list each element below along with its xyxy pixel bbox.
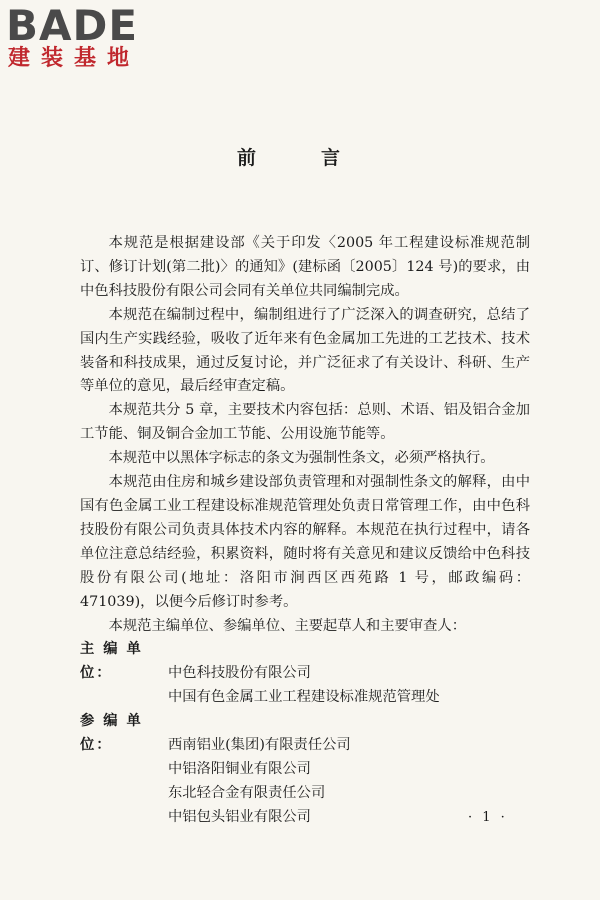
unit-item: 中色科技股份有限公司 <box>168 665 311 682</box>
paragraph-3: 本规范共分 5 章，主要技术内容包括：总则、术语、铝及铝合金加工节能、铜及铜合金加工节能、公用设施节能等。 <box>80 402 530 443</box>
paragraph-6: 本规范主编单位、参编单位、主要起草人和主要审查人： <box>108 617 467 634</box>
chief-editor-units <box>80 638 530 710</box>
unit-item: 中国有色金属工业工程建设标准规范管理处 <box>168 689 440 706</box>
paragraph-2: 本规范在编制过程中，编制组进行了广泛深入的调查研究，总结了国内生产实践经验，吸收了近年来有色金属加工先进的工艺技术、技术装备和科技成果，通过反复讨论，并广泛征求了有关设计、科研、生产等单位的意见，最后经审查定稿。 <box>80 306 530 395</box>
page-number: · 1 · <box>468 810 508 825</box>
bade-logo <box>6 2 140 72</box>
unit-item: 东北轻合金有限责任公司 <box>168 784 326 801</box>
logo-wordmark: BADE <box>6 1 139 50</box>
unit-item: 西南铝业(集团)有限责任公司 <box>168 737 351 754</box>
title-char-left: 前 <box>236 147 259 169</box>
participating-units-label: 参 编 单 位： <box>80 713 143 754</box>
unit-item: 中铝洛阳铜业有限公司 <box>168 760 311 777</box>
paragraph-5: 本规范由住房和城乡建设部负责管理和对强制性条文的解释，由中国有色金属工业工程建设标准规范管理处负责日常管理工作，由中色科技股份有限公司负责具体技术内容的解释。本规范在执行过程中，请各单位注意总结经验，积累资料，随时将有关意见和建议反馈给中色科技股份有限公司(地址：洛阳市涧西区西苑路 1 号，邮政编码：471039)，以便今后修订时参考。 <box>80 474 530 610</box>
title-char-right: 言 <box>321 147 344 169</box>
chief-units-label: 主 编 单 位： <box>80 641 143 682</box>
logo-subtitle: 建装基地 <box>8 46 141 71</box>
paragraph-4: 本规范中以黑体字标志的条文为强制性条文，必须严格执行。 <box>108 450 495 467</box>
unit-item: 中铝包头铝业有限公司 <box>168 808 311 825</box>
preface-body <box>80 232 530 830</box>
page-title <box>0 143 580 170</box>
participating-units <box>80 710 530 830</box>
paragraph-1: 本规范是根据建设部《关于印发〈2005 年工程建设标准规范制订、修订计划(第二批)〉的通知》(建标函〔2005〕124 号)的要求，由中色科技股份有限公司会同有关单位共同编制完成。 <box>80 235 530 299</box>
